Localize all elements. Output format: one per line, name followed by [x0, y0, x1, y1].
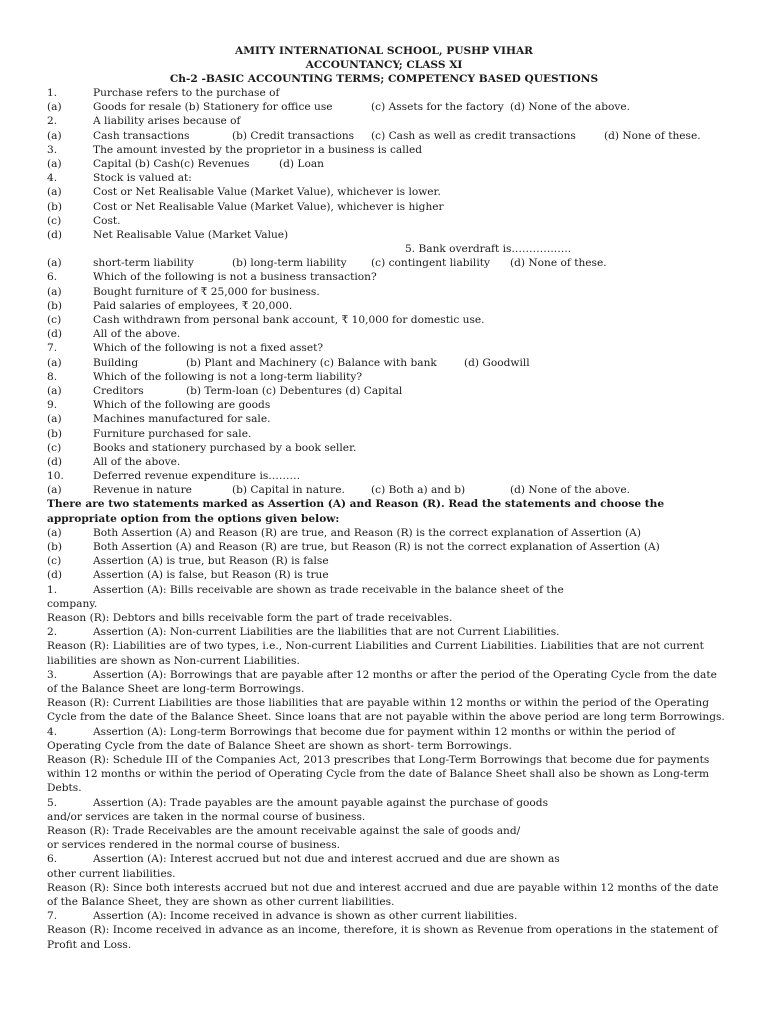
ar-question-1: 1. Assertion (A): Bills receivable are shown as trade receivable in the balance sheet of the	[47, 583, 564, 596]
question-2-options: (a) Cash transactions (b) Credit transactions (c) Cash as well as credit transactions (d) None of these.	[47, 129, 701, 142]
question-9-option-d: (d) All of the above.	[47, 455, 181, 468]
question-4-option-a: (a) Cost or Net Realisable Value (Market Value), whichever is lower.	[47, 186, 441, 199]
ar-reason-7: Reason (R): Income received in advance as an income, therefore, it is shown as Revenue from operations in the statement of Profit and Loss.	[47, 924, 718, 951]
question-9-option-b: (b) Furniture purchased for sale.	[47, 427, 252, 440]
document-body	[47, 86, 727, 952]
question-10: 10. Deferred revenue expenditure is………	[47, 470, 301, 483]
subject-class: ACCOUNTANCY; CLASS XI	[305, 59, 463, 72]
question-5-options: (a) short-term liability (b) long-term liability (c) contingent liability (d) None of these.	[47, 257, 607, 270]
ar-question-2: 2. Assertion (A): Non-current Liabilities are the liabilities that are not Current Liabilities.	[47, 626, 560, 639]
question-3-options: (a) Capital (b) Cash(c) Revenues (d) Loan	[47, 157, 324, 170]
ar-question-1-cont: company.	[47, 597, 98, 610]
ar-question-6-cont: other current liabilities.	[47, 867, 176, 880]
question-6-option-c: (c) Cash withdrawn from personal bank account, ₹ 10,000 for domestic use.	[47, 314, 485, 326]
ar-question-5: 5. Assertion (A): Trade payables are the amount payable against the purchase of goods	[47, 796, 549, 809]
question-5: 5. Bank overdraft is……………..	[405, 243, 572, 256]
question-8-options: (a) Creditors (b) Term-loan (c) Debentures (d) Capital	[47, 384, 403, 397]
question-6-option-d: (d) All of the above.	[47, 328, 181, 341]
question-9: 9. Which of the following are goods	[47, 399, 271, 412]
question-4-option-c: (c) Cost.	[47, 214, 121, 227]
ar-question-4: 4. Assertion (A): Long-term Borrowings that become due for payment within 12 months or within the period of Operating Cycle from the date of Balance Sheet are shown as short- term Borrowings.	[47, 725, 675, 752]
ar-reason-4: Reason (R): Schedule III of the Companies Act, 2013 prescribes that Long-Term Borrowings that become due for payments within 12 months or within the period of Operating Cycle from the date of Balance Sheet shall also be shown as Long-term Debts.	[47, 753, 710, 795]
ar-option-d: (d) Assertion (A) is false, but Reason (R) is true	[47, 569, 329, 582]
chapter-title: Ch-2 -BASIC ACCOUNTING TERMS; COMPETENCY BASED QUESTIONS	[169, 73, 599, 86]
question-6: 6. Which of the following is not a business transaction?	[47, 271, 377, 284]
ar-option-c: (c) Assertion (A) is true, but Reason (R) is false	[47, 555, 329, 568]
ar-reason-1: Reason (R): Debtors and bills receivable form the part of trade receivables.	[47, 611, 453, 624]
document-header	[0, 44, 768, 87]
question-6-option-b: (b) Paid salaries of employees, ₹ 20,000.	[47, 299, 293, 312]
question-2: 2. A liability arises because of	[47, 115, 241, 128]
ar-question-7: 7. Assertion (A): Income received in advance is shown as other current liabilities.	[47, 910, 518, 923]
question-4-option-b: (b) Cost or Net Realisable Value (Market Value), whichever is higher	[47, 200, 444, 213]
question-8: 8. Which of the following is not a long-term liability?	[47, 370, 363, 383]
ar-reason-2: Reason (R): Liabilities are of two types, i.e., Non-current Liabilities and Current Liabilities. Liabilities that are not current liabilities are shown as Non-current Liabilities.	[47, 640, 704, 667]
question-7-options: (a) Building (b) Plant and Machinery (c) Balance with bank (d) Goodwill	[47, 356, 530, 369]
ar-option-a: (a) Both Assertion (A) and Reason (R) are true, and Reason (R) is the correct explanation of Assertion (A)	[47, 526, 641, 539]
ar-question-6: 6. Assertion (A): Interest accrued but not due and interest accrued and due are shown as	[47, 853, 560, 866]
ar-question-3: 3. Assertion (A): Borrowings that are payable after 12 months or after the period of the Operating Cycle from the date of the Balance Sheet are long-term Borrowings.	[47, 668, 717, 695]
ar-reason-6: Reason (R): Since both interests accrued but not due and interest accrued and due are payable within 12 months of the date of the Balance Sheet, they are shown as other current liabilities.	[47, 881, 719, 908]
assertion-reason-instructions: There are two statements marked as Assertion (A) and Reason (R). Read the statements and choose the appropriate option from the options given below:	[47, 498, 665, 525]
question-10-options: (a) Revenue in nature (b) Capital in nature. (c) Both a) and b) (d) None of the above.	[47, 484, 631, 497]
question-3: 3. The amount invested by the proprietor in a business is called	[47, 143, 423, 156]
question-1-options: (a) Goods for resale (b) Stationery for office use (c) Assets for the factory (d) None of the above.	[47, 101, 631, 114]
question-6-option-a: (a) Bought furniture of ₹ 25,000 for business.	[47, 285, 320, 298]
question-4: 4. Stock is valued at:	[47, 172, 192, 185]
ar-reason-5-cont: or services rendered in the normal course of business.	[47, 839, 341, 852]
question-7: 7. Which of the following is not a fixed asset?	[47, 342, 324, 355]
ar-reason-3: Reason (R): Current Liabilities are those liabilities that are payable within 12 months or within the period of the Operating Cycle from the date of the Balance Sheet. Since loans that are not payable within the above period are long term Borrowings.	[47, 697, 725, 724]
ar-reason-5: Reason (R): Trade Receivables are the amount receivable against the sale of goods and/	[47, 824, 521, 837]
ar-question-5-cont: and/or services are taken in the normal course of business.	[47, 810, 366, 823]
question-9-option-c: (c) Books and stationery purchased by a book seller.	[47, 441, 357, 454]
ar-option-b: (b) Both Assertion (A) and Reason (R) are true, but Reason (R) is not the correct explanation of Assertion (A)	[47, 541, 660, 554]
question-9-option-a: (a) Machines manufactured for sale.	[47, 413, 271, 426]
school-name: AMITY INTERNATIONAL SCHOOL, PUSHP VIHAR	[235, 45, 533, 57]
question-4-option-d: (d) Net Realisable Value (Market Value)	[47, 228, 289, 241]
question-1: 1. Purchase refers to the purchase of	[47, 87, 280, 99]
